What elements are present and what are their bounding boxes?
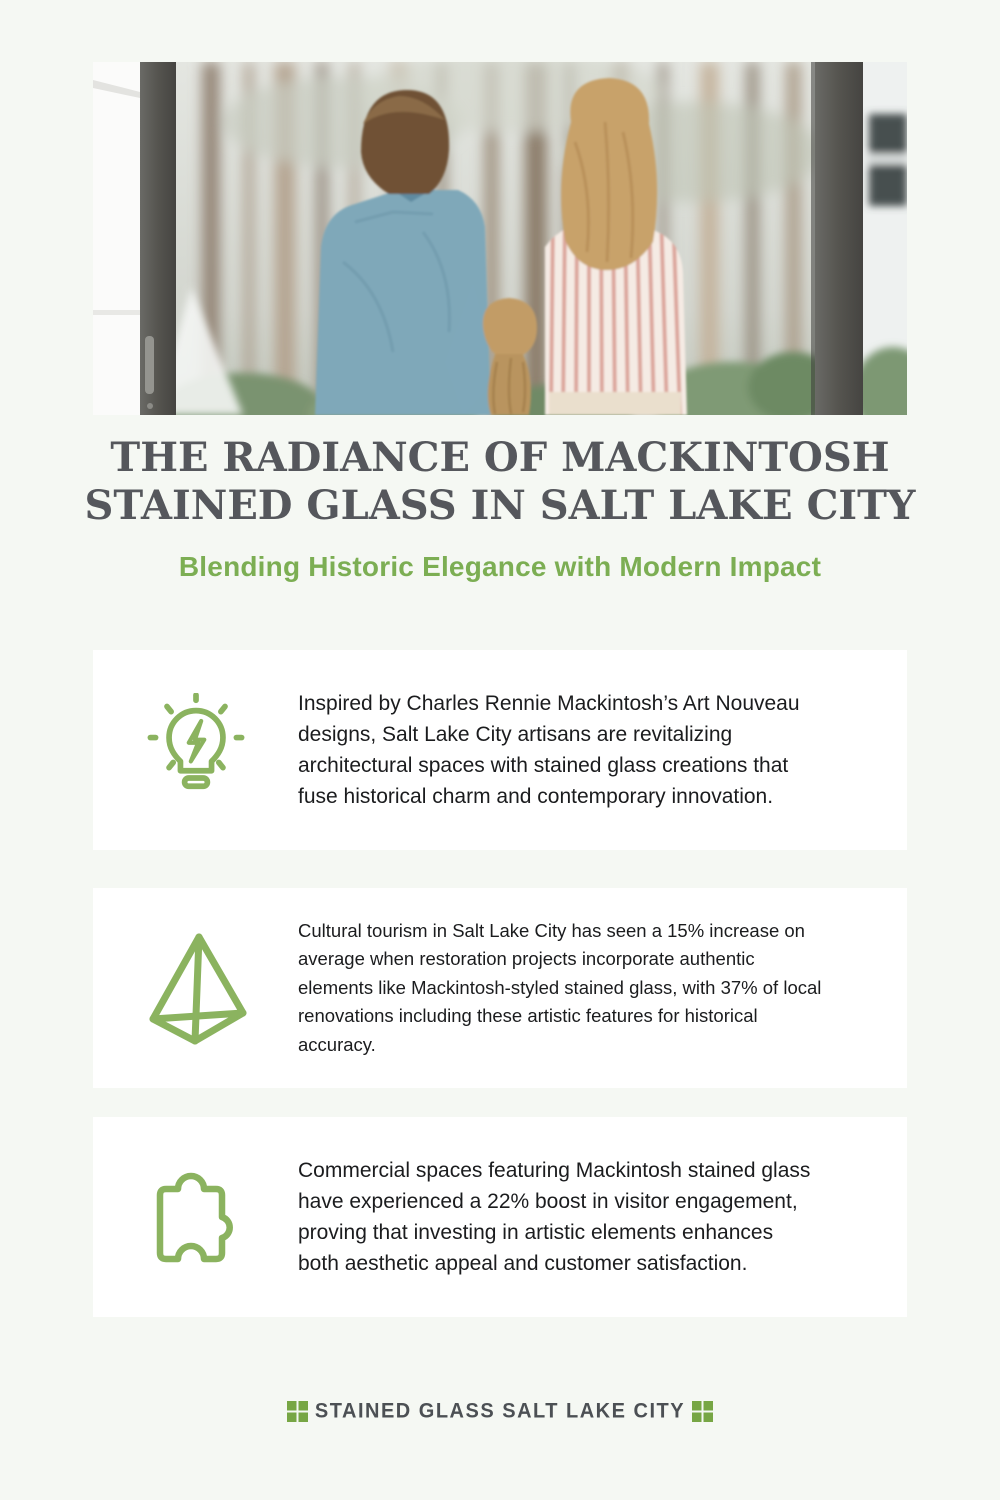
footer-brand [0, 1400, 1000, 1423]
page-title-line-1: THE RADIANCE OF MACKINTOSH [110, 434, 890, 481]
info-card-cultural-tourism [93, 888, 907, 1088]
card-text: Cultural tourism in Salt Lake City has seen a 15% increase on average when restoration projects incorporate authentic elements like Mackintosh-styled stained glass, with 37% of local renovations including these artistic features for historical accuracy. [298, 919, 822, 1055]
info-card-commercial [93, 1117, 907, 1317]
page-subtitle: Blending Historic Elegance with Modern Impact [178, 551, 822, 582]
card-text: Commercial spaces featuring Mackintosh stained glass have experienced a 22% boost in visitor engagement, proving that investing in artistic elements enhances both aesthetic appeal and customer satisfaction. [298, 1159, 811, 1275]
prism-icon [93, 926, 298, 1050]
card-text: Inspired by Charles Rennie Mackintosh’s Art Nouveau designs, Salt Lake City artisans are revitalizing architectural spaces with stained glass creations that fuse historical charm and contemporary innovation. [298, 692, 800, 808]
grid-squares-icon [287, 1401, 308, 1422]
brand-name: STAINED GLASS SALT LAKE CITY [314, 1399, 686, 1423]
page-title-line-2: STAINED GLASS IN SALT LAKE CITY [84, 482, 916, 529]
grid-squares-icon [692, 1401, 713, 1422]
info-card-inspiration [93, 650, 907, 850]
page-title [0, 434, 1000, 530]
hero-photo-illustration [93, 62, 907, 415]
puzzle-piece-icon [93, 1167, 298, 1267]
hero-photo [93, 62, 907, 415]
lightbulb-energy-icon [93, 693, 298, 807]
